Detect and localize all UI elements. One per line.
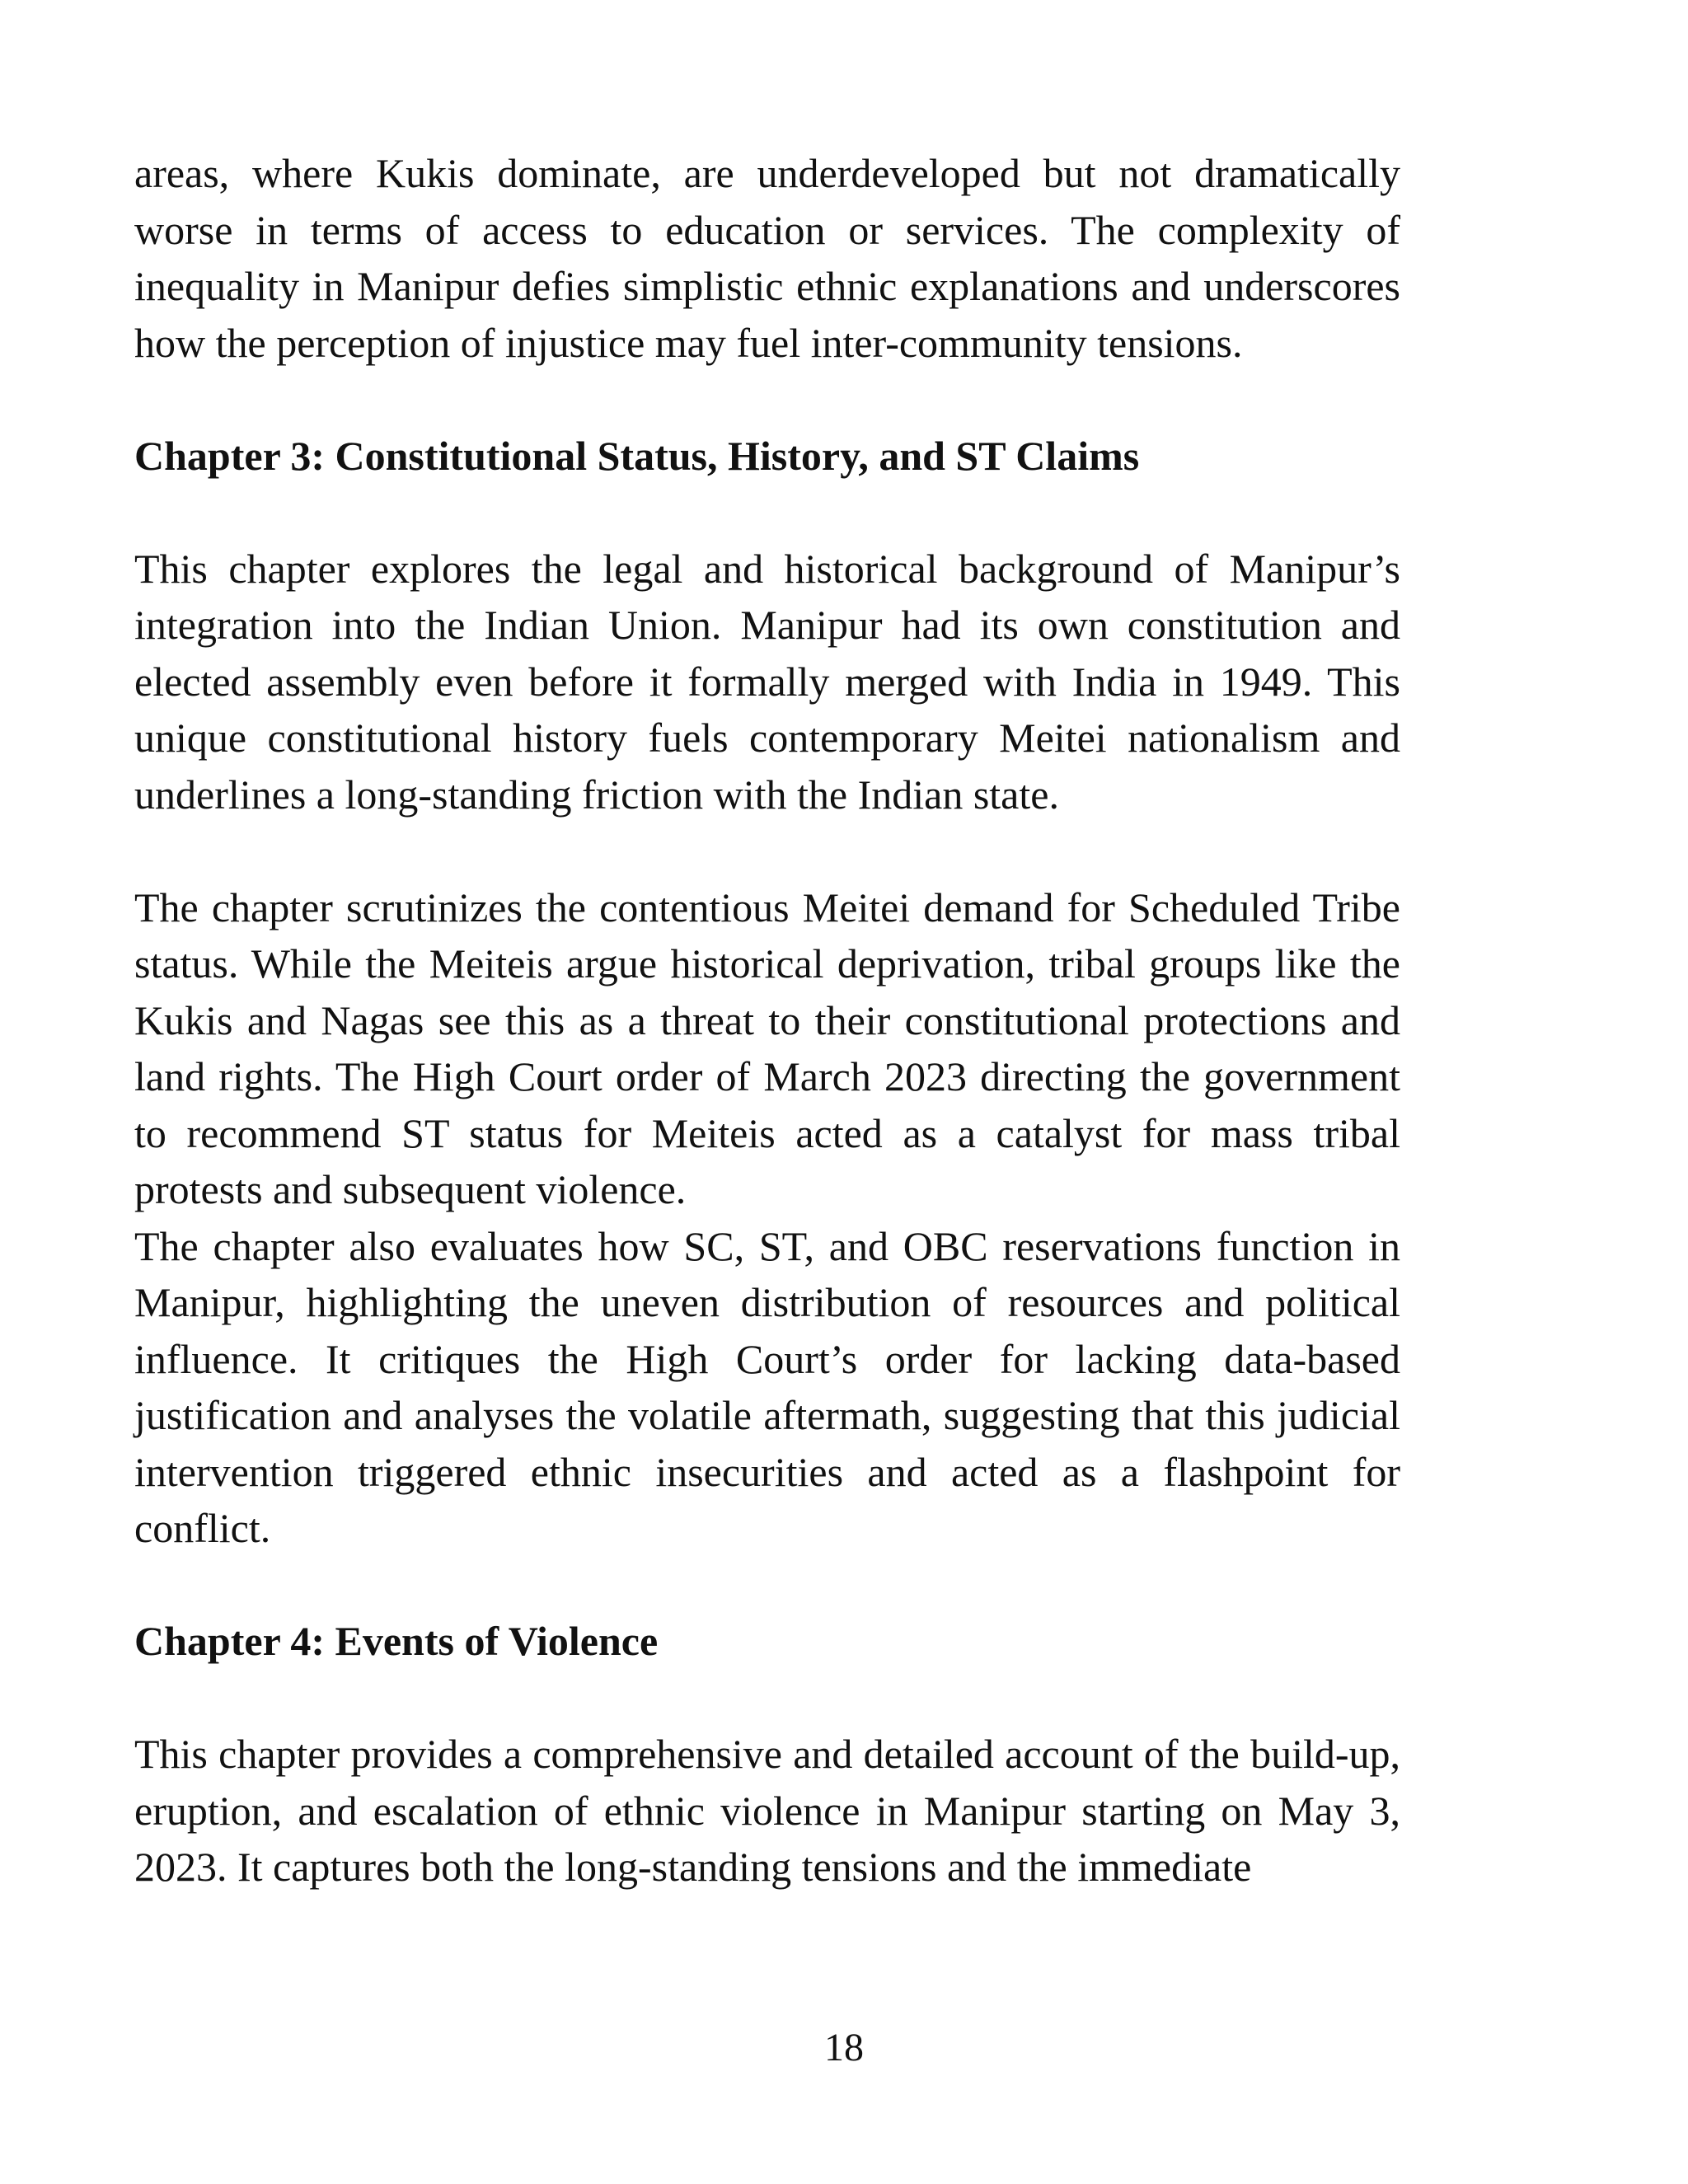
paragraph-inequality: areas, where Kukis dominate, are underdeveloped but not dramatically worse in terms of access to education or services. The complexity of inequality in Manipur defies simplistic ethnic explanations and underscores how the perception of injustice may fuel inter-community tensions. (134, 150, 1400, 366)
paragraph-chapter-4-intro: This chapter provides a comprehensive and detailed account of the build-up, eruption, and escalation of ethnic violence in Manipur starting on May 3, 2023. It captures both the long-standing tensions and the immediate (134, 1731, 1400, 1890)
paragraph-reservations: The chapter also evaluates how SC, ST, and OBC reservations function in Manipur, highlighting the uneven distribution of resources and political influence. It critiques the High Court’s order for lacking data-based justification and analyses the volatile aftermath, suggesting that this judicial intervention triggered ethnic insecurities and acted as a flashpoint for conflict. (134, 1222, 1400, 1551)
chapter-4-heading: Chapter 4: Events of Violence (134, 1618, 659, 1664)
paragraph-st-status: The chapter scrutinizes the contentious Meitei demand for Scheduled Tribe status. While the Meiteis argue historical deprivation, tribal groups like the Kukis and Nagas see this as a threat to their constitutional protections and land rights. The High Court order of March 2023 directing the government to recommend ST status for Meiteis acted as a catalyst for mass tribal protests and subsequent violence. (134, 883, 1400, 1212)
page-body (134, 145, 1400, 1896)
paragraph-chapter-3-intro: This chapter explores the legal and historical background of Manipur’s integration into the Indian Union. Manipur had its own constitution and elected assembly even before it formally merged with India in 1949. This unique constitutional history fuels contemporary Meitei nationalism and underlines a long-standing friction with the Indian state. (134, 545, 1400, 818)
page-number: 18 (824, 2026, 864, 2069)
chapter-3-heading: Chapter 3: Constitutional Status, History, and ST Claims (134, 432, 1140, 479)
